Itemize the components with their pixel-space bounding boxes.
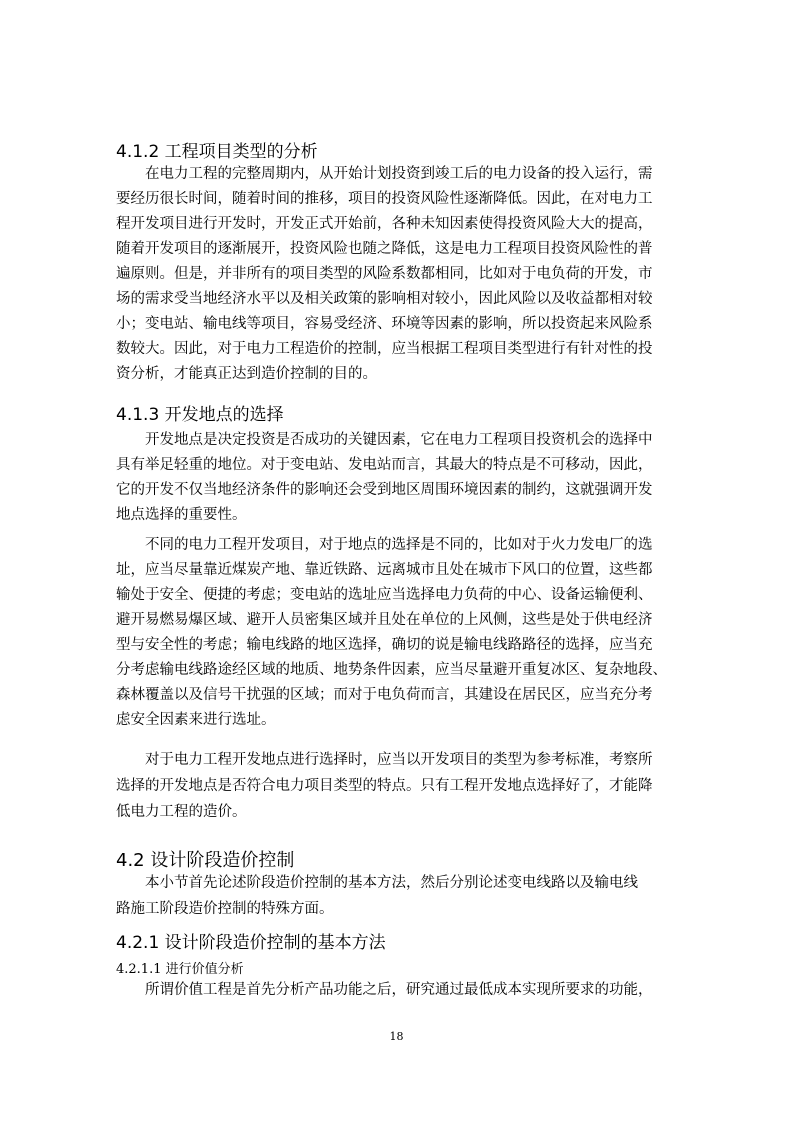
text-line: 不同的电力工程开发项目，对于地点的选择是不同的，比如对于火力发电厂的选 [145, 537, 653, 553]
page-number: 18 [389, 1030, 404, 1043]
subsection-heading-4-2-1-1: 4.2.1.1 进行价值分析 [116, 962, 244, 977]
text-line: 程开发项目进行开发时，开发正式开始前，各种未知因素使得投资风险大大的提高， [116, 216, 653, 232]
text-line: 随着开发项目的逐渐展开，投资风险也随之降低，这是电力工程项目投资风险性的普 [116, 241, 653, 257]
text-line: 数较大。因此，对于电力工程造价的控制，应当根据工程项目类型进行有针对性的投 [116, 341, 653, 357]
section-heading-4-1-3: 4.1.3 开发地点的选择 [116, 405, 284, 425]
text-line: 森林覆盖以及信号干扰强的区域；而对于电负荷而言，其建设在居民区，应当充分考 [116, 687, 653, 703]
text-line: 小；变电站、输电线等项目，容易受经济、环境等因素的影响，所以投资起来风险系 [116, 316, 653, 332]
text-line: 型与安全性的考虑；输电线路的地区选择，确切的说是输电线路路径的选择，应当充 [116, 637, 653, 653]
text-line: 本小节首先论述阶段造价控制的基本方法，然后分别论述变电线路以及输电线 [145, 875, 638, 891]
text-line: 地点选择的重要性。 [116, 507, 247, 523]
text-line: 输处于安全、便捷的考虑；变电站的选址应当选择电力负荷的中心、设备运输便利、 [116, 587, 653, 603]
text-line: 场的需求受当地经济水平以及相关政策的影响相对较小，因此风险以及收益都相对较 [116, 291, 653, 307]
text-line: 路施工阶段造价控制的特殊方面。 [116, 901, 334, 917]
text-line: 开发地点是决定投资是否成功的关键因素，它在电力工程项目投资机会的选择中 [145, 432, 653, 448]
text-line: 在电力工程的完整周期内，从开始计划投资到竣工后的电力设备的投入运行，需 [145, 166, 653, 182]
text-line: 遍原则。但是，并非所有的项目类型的风险系数都相同，比如对于电负荷的开发，市 [116, 266, 653, 282]
text-line: 要经历很长时间，随着时间的推移，项目的投资风险性逐渐降低。因此，在对电力工 [116, 191, 653, 207]
text-line: 址，应当尽量靠近煤炭产地、靠近铁路、远离城市且处在城市下风口的位置，这些都 [116, 562, 653, 578]
text-line: 分考虑输电线路途经区域的地质、地势条件因素，应当尽量避开重复冰区、复杂地段、 [116, 662, 667, 678]
text-line: 虑安全因素来进行选址。 [116, 712, 276, 728]
text-line: 具有举足轻重的地位。对于变电站、发电站而言，其最大的特点是不可移动，因此， [116, 457, 653, 473]
section-heading-4-2-1: 4.2.1 设计阶段造价控制的基本方法 [116, 933, 386, 953]
text-line: 避开易燃易爆区域、避开人员密集区域并且处在单位的上风侧，这些是处于供电经济 [116, 612, 653, 628]
section-heading-4-1-2: 4.1.2 工程项目类型的分析 [116, 142, 318, 162]
section-heading-4-2: 4.2 设计阶段造价控制 [116, 850, 295, 871]
text-line: 它的开发不仅当地经济条件的影响还会受到地区周围环境因素的制约，这就强调开发 [116, 482, 653, 498]
text-line: 低电力工程的造价。 [116, 804, 247, 820]
text-line: 选择的开发地点是否符合电力项目类型的特点。只有工程开发地点选择好了，才能降 [116, 778, 653, 794]
text-line: 所谓价值工程是首先分析产品功能之后，研究通过最低成本实现所要求的功能， [145, 982, 653, 998]
text-line: 资分析，才能真正达到造价控制的目的。 [116, 366, 377, 382]
text-line: 对于电力工程开发地点进行选择时，应当以开发项目的类型为参考标准，考察所 [145, 752, 653, 768]
